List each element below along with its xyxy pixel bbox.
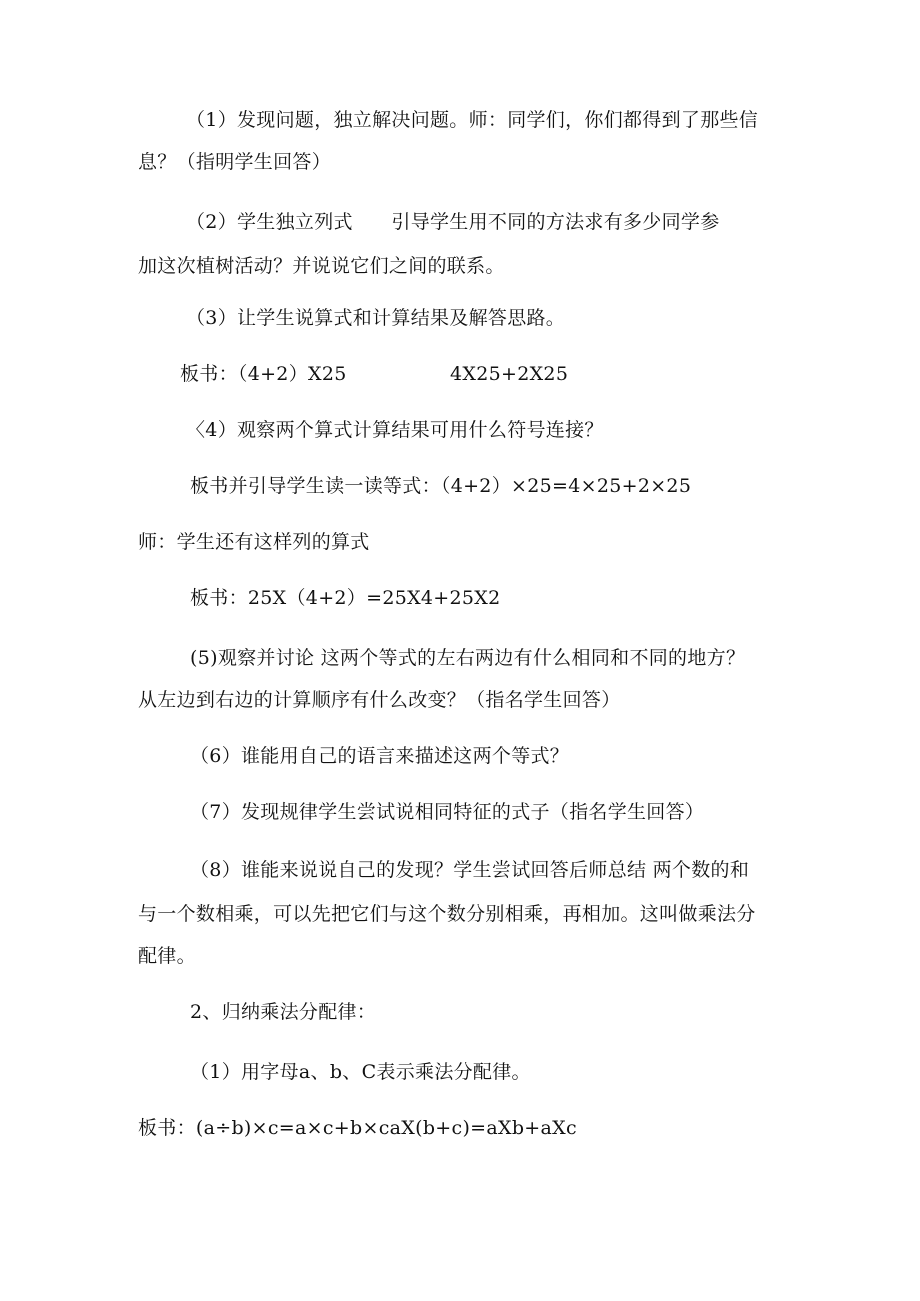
paragraph-8-line-3: 配律。 xyxy=(138,945,196,967)
teacher-line: 师：学生还有这样列的算式 xyxy=(138,531,370,553)
board-formula-1-left: 板书：（4+2）X25 xyxy=(180,363,347,385)
board-formula-letters: 板书：(a÷b)×c=a×c+b×caX(b+c)=aXb+aXc xyxy=(138,1117,577,1139)
paragraph-6: （6）谁能用自己的语言来描述这两个等式？ xyxy=(190,745,570,767)
paragraph-1-line-1: （1）发现问题，独立解决问题。师：同学们，你们都得到了那些信 xyxy=(186,109,759,131)
paragraph-4: 〈4）观察两个算式计算结果可用什么符号连接？ xyxy=(186,419,604,441)
paragraph-8-line-1: （8）谁能来说说自己的发现？学生尝试回答后师总结 两个数的和 xyxy=(190,859,750,881)
paragraph-7: （7）发现规律学生尝试说相同特征的式子（指名学生回答） xyxy=(190,801,705,823)
paragraph-1-line-2: 息？（指明学生回答） xyxy=(138,151,332,173)
paragraph-5-line-2: 从左边到右边的计算顺序有什么改变？（指名学生回答） xyxy=(138,689,621,711)
paragraph-5-line-1: (5)观察并讨论 这两个等式的左右两边有什么相同和不同的地方？ xyxy=(190,647,746,669)
paragraph-2-line-1: （2）学生独立列式 引导学生用不同的方法求有多少同学参 xyxy=(186,211,720,233)
board-formula-1-right: 4X25+2X25 xyxy=(450,363,569,385)
board-equation-1: 板书并引导学生读一读等式：（4+2）×25=4×25+2×25 xyxy=(190,475,692,497)
paragraph-9: （1）用字母a、b、C表示乘法分配律。 xyxy=(190,1061,531,1083)
paragraph-8-line-2: 与一个数相乘，可以先把它们与这个数分别相乘，再相加。这叫做乘法分 xyxy=(138,903,756,925)
paragraph-3: （3）让学生说算式和计算结果及解答思路。 xyxy=(186,307,566,329)
paragraph-2-line-2: 加这次植树活动？并说说它们之间的联系。 xyxy=(138,255,505,277)
section-heading-2: 2、归纳乘法分配律： xyxy=(190,1001,377,1023)
board-equation-2: 板书：25X（4+2）=25X4+25X2 xyxy=(190,587,501,609)
